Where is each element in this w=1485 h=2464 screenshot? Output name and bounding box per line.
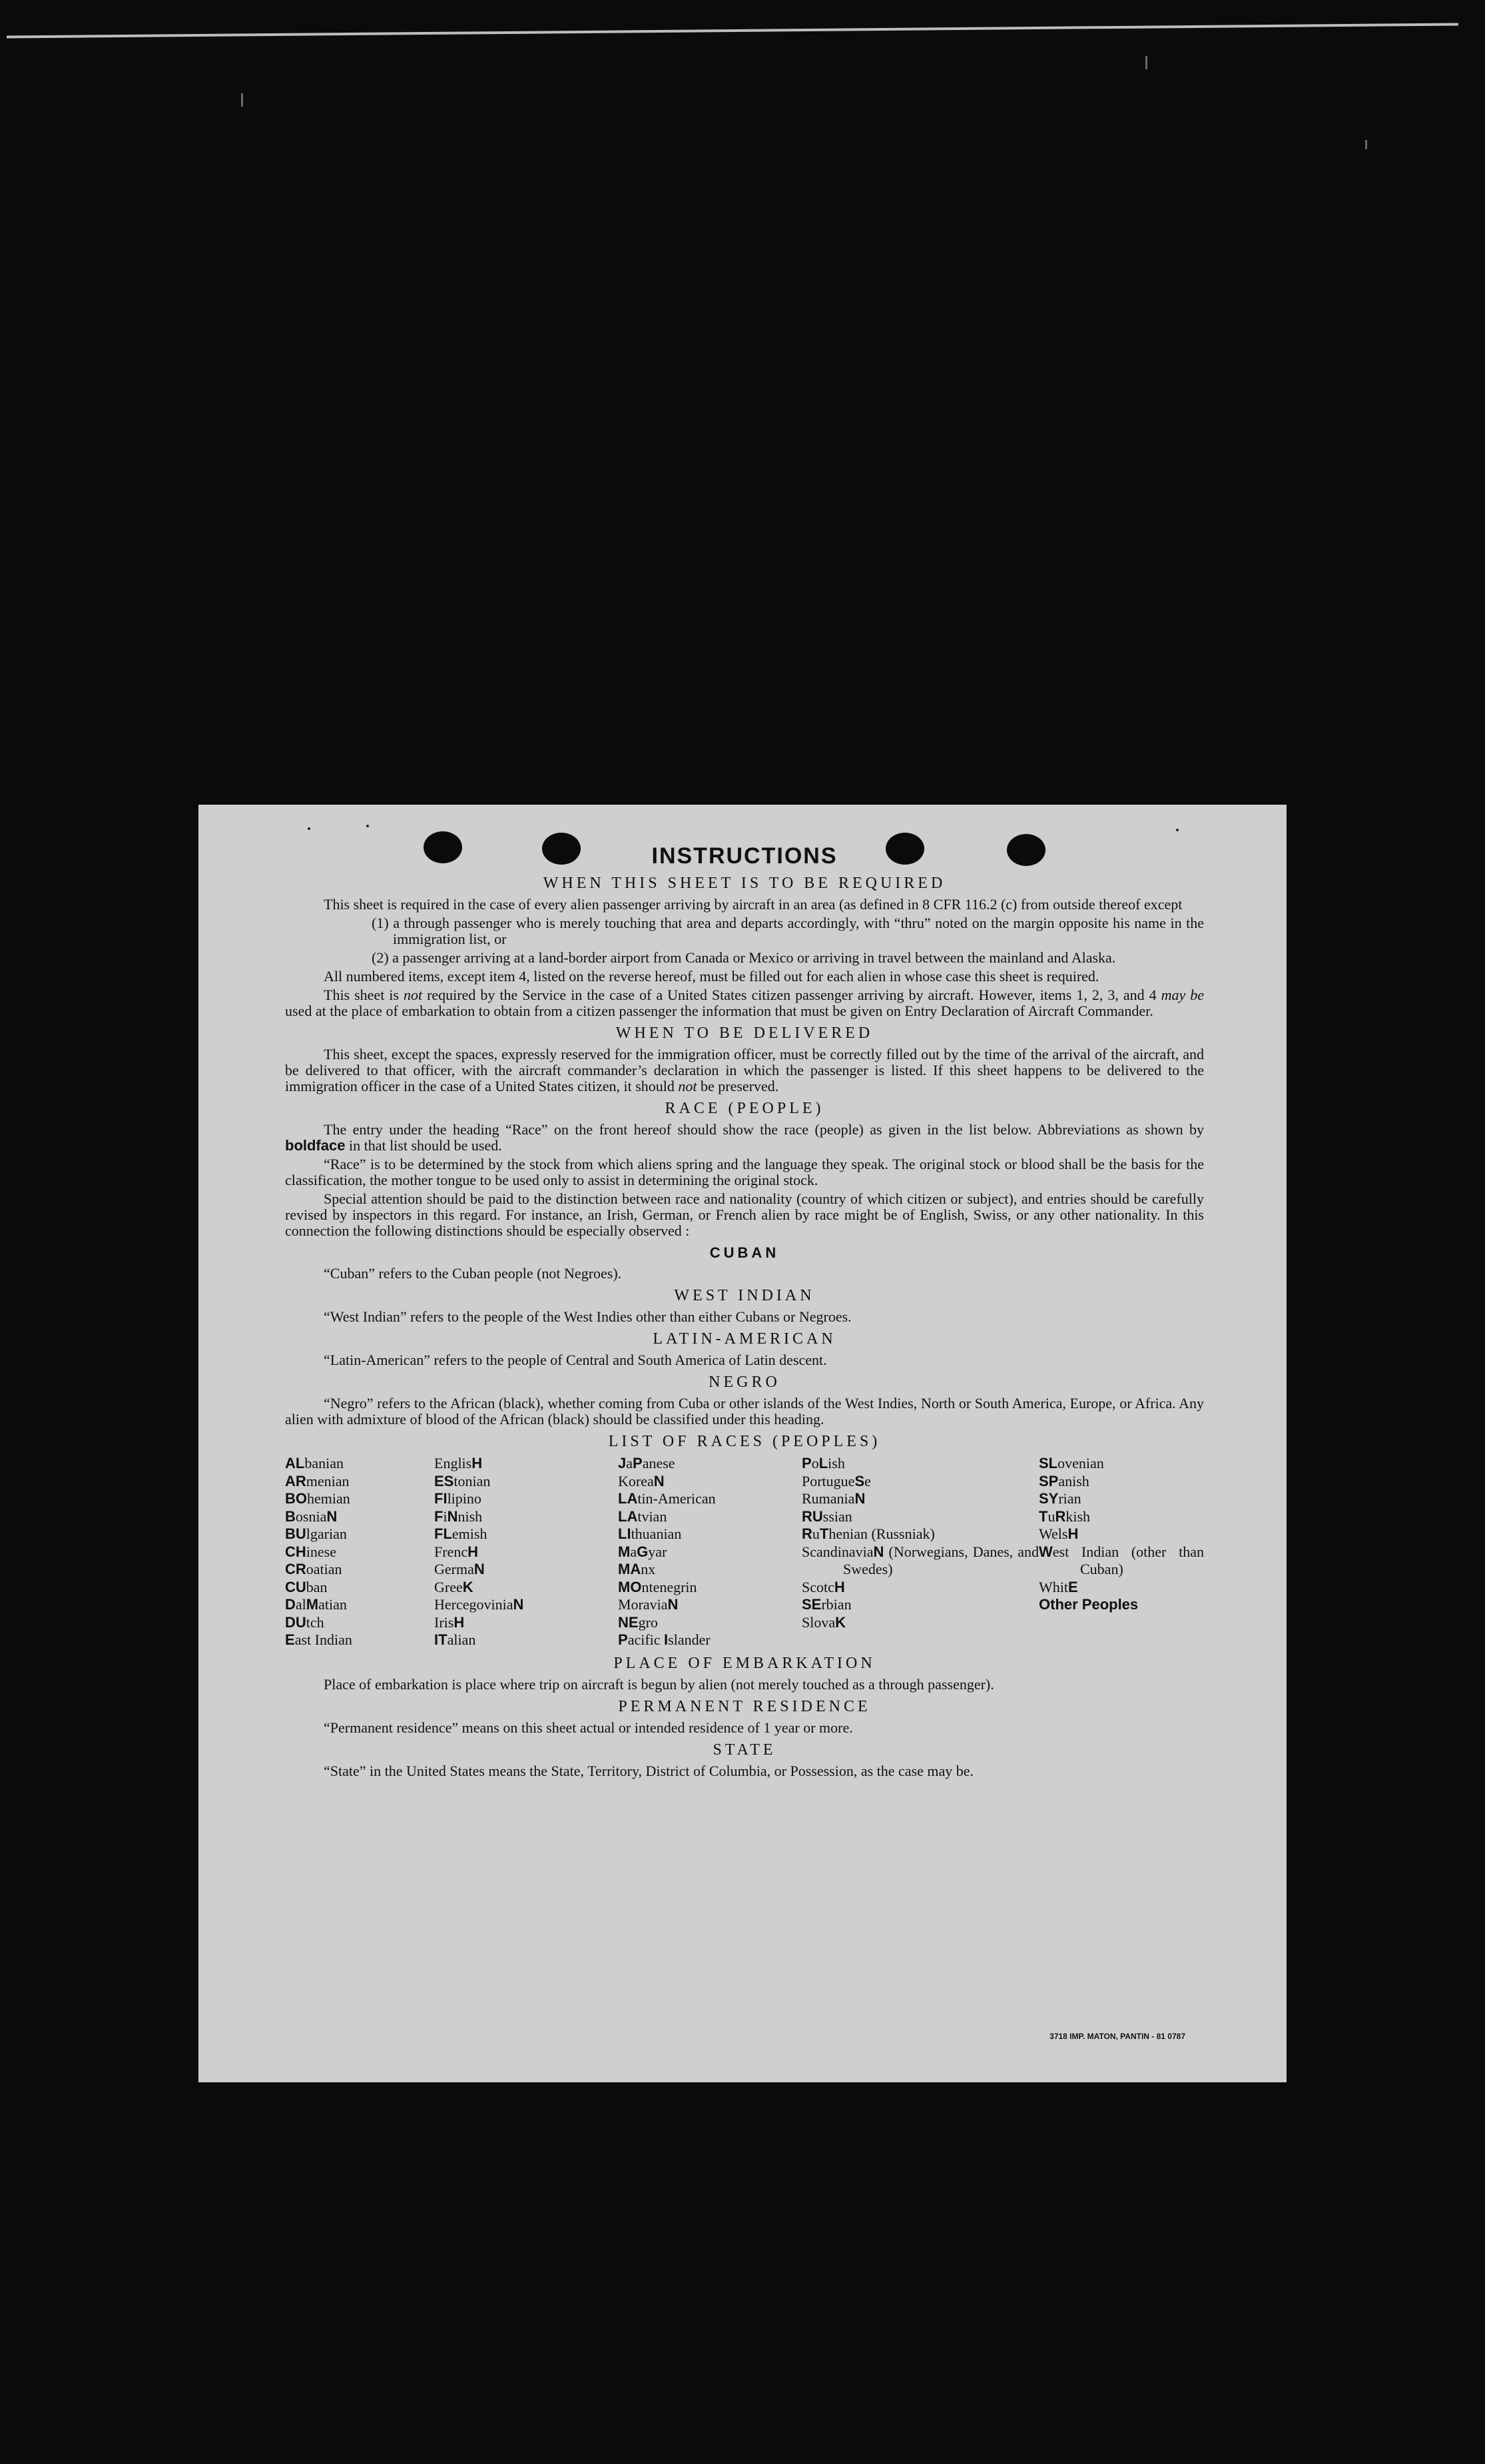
text-run: be preserved. [697,1078,779,1094]
race-entry [285,1579,434,1597]
race-abbrev: P [802,1455,812,1471]
instruction-sheet [198,805,1287,2082]
race-abbrev: K [462,1578,473,1595]
race-text: ssian [822,1507,852,1525]
race-text: est Indian (other than Cuban) [1052,1543,1204,1577]
race-abbrev: H [1067,1525,1079,1542]
race-entry [434,1579,618,1597]
race-entry [434,1614,618,1632]
race-abbrev: N [873,1543,884,1560]
race-entry [618,1631,802,1649]
section-heading: LIST OF RACES (PEOPLES) [608,1433,881,1450]
race-abbrev: IT [434,1631,447,1648]
race-abbrev: W [1039,1543,1053,1560]
races-column [285,1455,434,1649]
scan-dot [366,825,369,827]
race-abbrev: I [664,1631,669,1648]
paragraph: (1) a through passenger who is merely touching that area and departs accordingly, with “thru” noted on the margin opposite his name in the immigration list, or [372,915,1204,947]
race-abbrev: LA [618,1490,638,1507]
race-entry [434,1543,618,1561]
race-abbrev: CR [285,1561,306,1577]
race-text: ovenian [1057,1455,1104,1471]
race-text: henian (Russniak) [828,1525,935,1542]
race-text: anese [642,1455,675,1471]
race-abbrev: AR [285,1472,306,1489]
race-text: Moravia [618,1596,668,1613]
race-abbrev: M [306,1596,319,1613]
race-entry [434,1525,618,1543]
paragraph: “Latin-American” refers to the people of Central and South America of Latin descent. [324,1352,827,1368]
race-abbrev: MA [618,1561,641,1577]
paragraph: “Negro” refers to the African (black), whether coming from Cuba or other islands of the West Indies, North or South America, Europe, or Africa. Any alien with admixture of blood of the African (black) should be classified under this heading. [285,1395,1204,1428]
race-entry [802,1543,1039,1579]
race-abbrev: SY [1039,1490,1059,1507]
race-abbrev: N [513,1596,524,1613]
race-text: kish [1065,1507,1091,1525]
text-run: used at the place of embarkation to obtain from a citizen passenger the information that must be given on Entry Declaration of Aircraft Commander. [285,1003,1153,1019]
race-entry [1039,1525,1204,1543]
race-text: ish [828,1455,845,1471]
paragraph: Special attention should be paid to the distinction between race and nationality (country of which citizen or subject), and entries should be carefully revised by inspectors in this regard. For instance, an Irish, German, or French alien by race might be of English, Swiss, or any other nationality. In this connection the following distinctions should be especially observed : [285,1190,1204,1239]
race-text: ntenegrin [641,1578,697,1595]
race-entry [285,1455,434,1473]
race-entry [434,1508,618,1526]
race-text: Hercegovinia [434,1596,513,1613]
scan-speck [1145,56,1147,69]
paragraph: “Cuban” refers to the Cuban people (not Negroes). [324,1265,622,1282]
race-abbrev: N [854,1490,866,1507]
race-entry [1039,1579,1204,1597]
race-text: tvian [637,1507,667,1525]
race-abbrev: DU [285,1613,306,1631]
paragraph: “State” in the United States means the State, Territory, District of Columbia, or Possession, as the case may be. [324,1762,974,1779]
race-entry [434,1490,618,1508]
race-entry [1039,1543,1204,1579]
document-title: INSTRUCTIONS [651,843,838,869]
race-entry [618,1455,802,1473]
text-run: in that list should be used. [345,1137,502,1154]
race-entry [1039,1596,1204,1614]
race-abbrev: N [326,1507,338,1525]
race-abbrev: LI [618,1525,631,1542]
race-text: emish [451,1525,487,1542]
race-abbrev: FL [434,1525,452,1542]
race-entry [1039,1490,1204,1508]
race-entry [802,1508,1039,1526]
section-heading: WHEN TO BE DELIVERED [615,1025,874,1042]
race-text: oatian [306,1561,342,1577]
bold-term: boldface [285,1137,346,1154]
race-text: banian [304,1455,344,1471]
race-text: a [626,1455,633,1471]
race-entry [802,1473,1039,1491]
race-entry [618,1561,802,1579]
race-text: slander [668,1631,711,1648]
race-abbrev: LA [618,1507,638,1525]
race-text: tin-American [637,1490,716,1507]
section-heading: PLACE OF EMBARKATION [613,1654,876,1672]
paragraph: “Race” is to be determined by the stock from which aliens spring and the language they speak. The original stock or blood shall be the basis for the classification, the mother tongue to be used only to assist in determining the original stock. [285,1156,1204,1188]
paragraph: “Permanent residence” means on this sheet actual or intended residence of 1 year or more. [324,1719,853,1736]
scan-dot [308,827,310,830]
race-abbrev: S [854,1472,865,1489]
race-abbrev: BO [285,1490,307,1507]
race-entry [285,1596,434,1614]
race-abbrev: E [1068,1578,1078,1595]
race-abbrev: P [633,1455,643,1471]
race-abbrev: SP [1039,1472,1059,1489]
race-abbrev: ES [434,1472,454,1489]
race-text: Wels [1039,1525,1068,1542]
race-entry [1039,1508,1204,1526]
section-heading: NEGRO [709,1374,780,1391]
scan-speck [1365,140,1367,149]
section-heading: PERMANENT RESIDENCE [618,1697,871,1715]
race-entry [285,1508,434,1526]
paragraph: (2) a passenger arriving at a land-border airport from Canada or Mexico or arriving in travel between the mainland and Alaska. [372,949,1116,966]
race-entry [434,1473,618,1491]
race-entry [434,1455,618,1473]
race-text: ast Indian [294,1631,352,1648]
race-text: u [1047,1507,1055,1525]
race-abbrev: N [447,1507,458,1525]
race-abbrev: H [471,1455,483,1471]
race-abbrev: L [818,1455,828,1471]
race-entry [802,1614,1039,1632]
section-heading: STATE [713,1741,776,1759]
race-abbrev: Other Peoples [1039,1596,1139,1613]
race-abbrev: B [285,1507,296,1525]
race-abbrev: T [819,1525,829,1542]
race-entry [434,1631,618,1649]
race-abbrev: N [667,1596,679,1613]
race-text: Korea [618,1472,654,1489]
emphasis: not [678,1078,697,1094]
race-abbrev: F [434,1507,444,1525]
race-abbrev: N [473,1561,485,1577]
race-text: osnia [295,1507,327,1525]
section-heading: CUBAN [709,1244,780,1261]
race-entry [802,1596,1039,1614]
race-abbrev: CH [285,1543,306,1560]
races-column [434,1455,618,1649]
race-text: Whit [1039,1578,1068,1595]
race-entry [285,1614,434,1632]
paragraph [285,1046,1204,1094]
race-text: e [864,1472,871,1489]
text-run: required by the Service in the case of a United States citizen passenger arriving by aircraft. However, items 1, 2, 3, and 4 [422,987,1161,1003]
race-text: atian [318,1596,347,1613]
race-entry [285,1473,434,1491]
text-run: This sheet is [324,987,404,1003]
race-abbrev: J [618,1455,627,1471]
race-text: Scandinavia [802,1543,874,1560]
race-abbrev: CU [285,1578,306,1595]
race-abbrev: K [835,1613,846,1631]
race-abbrev: RU [802,1507,823,1525]
race-abbrev: G [637,1543,649,1560]
races-column [618,1455,802,1649]
race-text: Scotc [802,1578,834,1595]
race-abbrev: M [618,1543,631,1560]
race-abbrev: R [1055,1507,1066,1525]
race-text: tch [306,1613,324,1631]
race-text: lipino [447,1490,481,1507]
race-abbrev: P [618,1631,628,1648]
paragraph [285,987,1204,1019]
paragraph: This sheet is required in the case of every alien passenger arriving by aircraft in an area (as defined in 8 CFR 116.2 (c) from outside thereof except [324,896,1183,913]
race-text: al [295,1596,306,1613]
emphasis: may be [1161,987,1204,1003]
race-text: u [812,1525,820,1542]
race-text: Iris [434,1613,454,1631]
race-text: gro [638,1613,658,1631]
section-heading: RACE (PEOPLE) [665,1100,824,1117]
race-entry [618,1596,802,1614]
printer-imprint: 3718 IMP. MATON, PANTIN - 81 0787 [1049,2032,1185,2041]
race-text: alian [447,1631,476,1648]
races-list [285,1455,1204,1649]
race-entry [434,1561,618,1579]
race-abbrev: BU [285,1525,306,1542]
races-column [1039,1455,1204,1649]
race-entry [434,1596,618,1614]
scan-dot [1176,829,1179,831]
race-text: inese [306,1543,336,1560]
race-text: Germa [434,1561,474,1577]
race-text: Portugue [802,1472,855,1489]
scan-top-edge [7,23,1458,75]
paragraph: All numbered items, except item 4, listed on the reverse hereof, must be filled out for each alien in whose case this sheet is required. [324,968,1099,985]
section-heading: WHEN THIS SHEET IS TO BE REQUIRED [543,875,946,892]
race-text: yar [648,1543,667,1560]
paragraph: “West Indian” refers to the people of the West Indies other than either Cubans or Negroes. [324,1308,852,1325]
text-run: This sheet, except the spaces, expressly reserved for the immigration officer, must be correctly filled out by the time of the arrival of the aircraft, and be delivered to that officer, with the aircraft commander’s declaration in which the passenger is listed. If this sheet happens to be delivered to the immigration officer in the case of a United States citizen, it should [285,1046,1204,1094]
races-column [802,1455,1039,1649]
race-entry [285,1631,434,1649]
race-text: Rumania [802,1490,855,1507]
race-entry [285,1543,434,1561]
race-text: Slova [802,1613,836,1631]
race-abbrev: E [285,1631,295,1648]
section-heading: WEST INDIAN [674,1287,815,1304]
race-entry [618,1543,802,1561]
race-entry [802,1455,1039,1473]
race-abbrev: R [802,1525,812,1542]
race-text: rbian [821,1596,852,1613]
race-entry [618,1525,802,1543]
race-text: nish [457,1507,483,1525]
race-abbrev: SE [802,1596,822,1613]
race-entry [802,1579,1039,1597]
race-entry [618,1579,802,1597]
race-abbrev: D [285,1596,296,1613]
scan-speck [241,93,243,107]
text-run: The entry under the heading “Race” on the front hereof should show the race (people) as given in the list below. Abbreviations as shown by [324,1121,1204,1138]
race-abbrev: AL [285,1455,305,1471]
emphasis: not [403,987,423,1003]
paragraph [285,1122,1204,1154]
race-text: i [443,1507,447,1525]
paragraph: Place of embarkation is place where trip on aircraft is begun by alien (not merely touched as a through passenger). [324,1675,994,1693]
race-text: o [811,1455,819,1471]
race-text: ban [306,1578,328,1595]
race-abbrev: H [467,1543,478,1560]
race-entry [802,1525,1039,1543]
race-entry [802,1490,1039,1508]
race-text: nx [641,1561,656,1577]
race-text: lgarian [306,1525,347,1542]
race-text: a [630,1543,637,1560]
race-text: Gree [434,1578,463,1595]
race-abbrev: T [1039,1507,1048,1525]
race-text: Frenc [434,1543,468,1560]
race-text: (Norwegians, Danes, and Swedes) [843,1543,1039,1577]
race-text: acific [627,1631,665,1648]
race-abbrev: H [834,1578,845,1595]
race-entry [1039,1455,1204,1473]
race-text: Englis [434,1455,472,1471]
race-text: anish [1058,1472,1089,1489]
race-abbrev: H [453,1613,465,1631]
race-entry [285,1525,434,1543]
race-abbrev: NE [618,1613,639,1631]
race-entry [618,1614,802,1632]
race-text: thuanian [631,1525,682,1542]
race-entry [618,1473,802,1491]
race-text: hemian [307,1490,350,1507]
race-abbrev: N [653,1472,665,1489]
race-text: tonian [453,1472,491,1489]
race-entry [618,1490,802,1508]
section-heading: LATIN-AMERICAN [653,1330,836,1348]
race-entry [1039,1473,1204,1491]
race-text: rian [1058,1490,1081,1507]
document-content [285,843,1204,1782]
race-abbrev: MO [618,1578,642,1595]
race-abbrev: SL [1039,1455,1058,1471]
race-abbrev: FI [434,1490,447,1507]
race-text: menian [306,1472,350,1489]
race-entry [285,1561,434,1579]
race-entry [285,1490,434,1508]
race-entry [618,1508,802,1526]
